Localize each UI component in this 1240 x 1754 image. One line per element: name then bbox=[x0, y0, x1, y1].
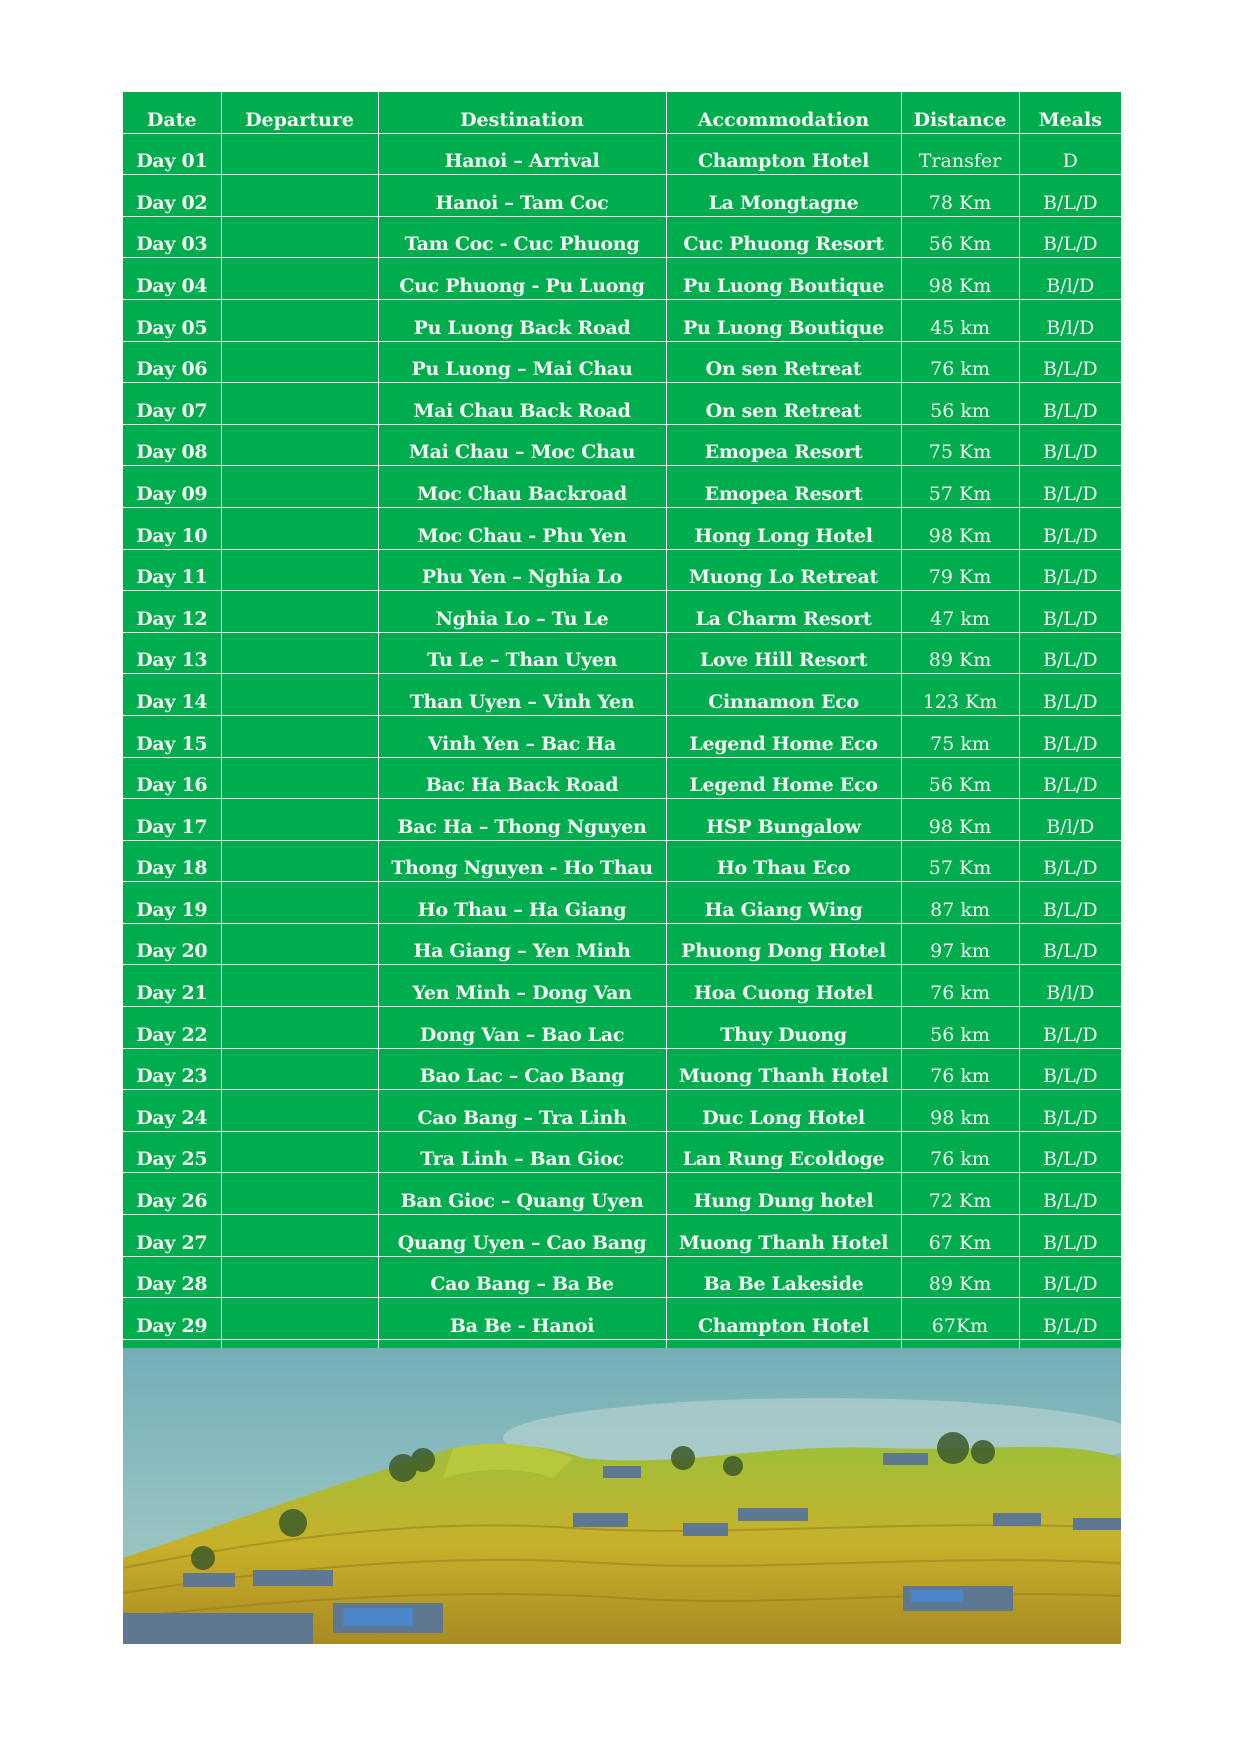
cell-date: Day 04 bbox=[123, 258, 221, 300]
cell-departure bbox=[221, 715, 378, 757]
header-destination: Destination bbox=[378, 92, 666, 133]
cell-departure bbox=[221, 507, 378, 549]
cell-date: Day 06 bbox=[123, 341, 221, 383]
table-row bbox=[123, 466, 1121, 508]
cell-meals: B/L/D bbox=[1019, 507, 1121, 549]
header-accommodation: Accommodation bbox=[666, 92, 901, 133]
table-row bbox=[123, 216, 1121, 258]
cell-destination: Moc Chau - Phu Yen bbox=[378, 507, 666, 549]
cell-meals: D bbox=[1019, 133, 1121, 175]
cell-destination: Mai Chau – Moc Chau bbox=[378, 424, 666, 466]
cell-departure bbox=[221, 1256, 378, 1298]
cell-destination: Ho Thau – Ha Giang bbox=[378, 882, 666, 924]
cell-accommodation: Duc Long Hotel bbox=[666, 1090, 901, 1132]
cell-departure bbox=[221, 549, 378, 591]
cell-departure bbox=[221, 965, 378, 1007]
cell-distance: 98 Km bbox=[901, 799, 1019, 841]
header-distance: Distance bbox=[901, 92, 1019, 133]
cell-distance: 76 km bbox=[901, 1131, 1019, 1173]
cell-accommodation: Pu Luong Boutique bbox=[666, 258, 901, 300]
cell-departure bbox=[221, 1007, 378, 1049]
cell-departure bbox=[221, 175, 378, 217]
table-row bbox=[123, 674, 1121, 716]
cell-destination: Tra Linh – Ban Gioc bbox=[378, 1131, 666, 1173]
cell-accommodation: Lan Rung Ecoldoge bbox=[666, 1131, 901, 1173]
cell-destination: Ban Gioc – Quang Uyen bbox=[378, 1173, 666, 1215]
cell-departure bbox=[221, 923, 378, 965]
cell-accommodation: Hoa Cuong Hotel bbox=[666, 965, 901, 1007]
cell-date: Day 20 bbox=[123, 923, 221, 965]
cell-distance: 57 Km bbox=[901, 466, 1019, 508]
cell-date: Day 02 bbox=[123, 175, 221, 217]
table-row bbox=[123, 799, 1121, 841]
table-row bbox=[123, 591, 1121, 633]
cell-date: Day 19 bbox=[123, 882, 221, 924]
cell-departure bbox=[221, 383, 378, 425]
cell-accommodation: Hung Dung hotel bbox=[666, 1173, 901, 1215]
cell-meals: B/L/D bbox=[1019, 591, 1121, 633]
cell-distance: 57 Km bbox=[901, 840, 1019, 882]
cell-distance: 76 km bbox=[901, 341, 1019, 383]
cell-distance: 72 Km bbox=[901, 1173, 1019, 1215]
cell-departure bbox=[221, 674, 378, 716]
cell-date: Day 14 bbox=[123, 674, 221, 716]
cell-meals: B/L/D bbox=[1019, 1256, 1121, 1298]
cell-accommodation: Thuy Duong bbox=[666, 1007, 901, 1049]
cell-distance: 47 km bbox=[901, 591, 1019, 633]
cell-destination: Bac Ha Back Road bbox=[378, 757, 666, 799]
cell-meals: B/L/D bbox=[1019, 466, 1121, 508]
cell-departure bbox=[221, 840, 378, 882]
cell-destination: Cao Bang – Tra Linh bbox=[378, 1090, 666, 1132]
cell-date: Day 09 bbox=[123, 466, 221, 508]
table-row bbox=[123, 1215, 1121, 1257]
cell-accommodation: Ho Thau Eco bbox=[666, 840, 901, 882]
cell-departure bbox=[221, 216, 378, 258]
cell-departure bbox=[221, 299, 378, 341]
cell-departure bbox=[221, 632, 378, 674]
cell-destination: Than Uyen – Vinh Yen bbox=[378, 674, 666, 716]
cell-distance: 45 km bbox=[901, 299, 1019, 341]
table-header-row bbox=[123, 92, 1121, 133]
table-row bbox=[123, 507, 1121, 549]
cell-departure bbox=[221, 799, 378, 841]
table-row bbox=[123, 1131, 1121, 1173]
terraced-fields-image bbox=[123, 1348, 1121, 1644]
table-row bbox=[123, 715, 1121, 757]
table-row bbox=[123, 1256, 1121, 1298]
cell-departure bbox=[221, 1215, 378, 1257]
cell-destination: Vinh Yen – Bac Ha bbox=[378, 715, 666, 757]
table-row bbox=[123, 632, 1121, 674]
cell-meals: B/L/D bbox=[1019, 383, 1121, 425]
cell-date: Day 29 bbox=[123, 1298, 221, 1340]
cell-distance: 89 Km bbox=[901, 1256, 1019, 1298]
cell-accommodation: HSP Bungalow bbox=[666, 799, 901, 841]
table-row bbox=[123, 383, 1121, 425]
cell-accommodation: Champton Hotel bbox=[666, 1298, 901, 1340]
cell-distance: 79 Km bbox=[901, 549, 1019, 591]
cell-distance: 67 Km bbox=[901, 1215, 1019, 1257]
cell-distance: 75 km bbox=[901, 715, 1019, 757]
cell-meals: B/L/D bbox=[1019, 175, 1121, 217]
cell-destination: Cuc Phuong - Pu Luong bbox=[378, 258, 666, 300]
cell-meals: B/l/D bbox=[1019, 258, 1121, 300]
cell-meals: B/l/D bbox=[1019, 965, 1121, 1007]
cell-destination: Bac Ha – Thong Nguyen bbox=[378, 799, 666, 841]
table-row bbox=[123, 840, 1121, 882]
cell-departure bbox=[221, 1048, 378, 1090]
cell-meals: B/L/D bbox=[1019, 840, 1121, 882]
cell-accommodation: Champton Hotel bbox=[666, 133, 901, 175]
cell-date: Day 18 bbox=[123, 840, 221, 882]
cell-meals: B/L/D bbox=[1019, 1131, 1121, 1173]
table-row bbox=[123, 882, 1121, 924]
cell-meals: B/L/D bbox=[1019, 1298, 1121, 1340]
cell-accommodation: Emopea Resort bbox=[666, 466, 901, 508]
cell-accommodation: Legend Home Eco bbox=[666, 757, 901, 799]
cell-destination: Moc Chau Backroad bbox=[378, 466, 666, 508]
header-meals: Meals bbox=[1019, 92, 1121, 133]
itinerary-table bbox=[123, 92, 1121, 1380]
table-row bbox=[123, 133, 1121, 175]
cell-meals: B/L/D bbox=[1019, 882, 1121, 924]
cell-meals: B/L/D bbox=[1019, 1007, 1121, 1049]
cell-distance: 76 km bbox=[901, 965, 1019, 1007]
cell-destination: Nghia Lo – Tu Le bbox=[378, 591, 666, 633]
cell-accommodation: Legend Home Eco bbox=[666, 715, 901, 757]
cell-distance: 56 Km bbox=[901, 216, 1019, 258]
cell-date: Day 27 bbox=[123, 1215, 221, 1257]
table-row bbox=[123, 424, 1121, 466]
cell-meals: B/L/D bbox=[1019, 424, 1121, 466]
cell-distance: 56 Km bbox=[901, 757, 1019, 799]
cell-date: Day 13 bbox=[123, 632, 221, 674]
cell-accommodation: Cinnamon Eco bbox=[666, 674, 901, 716]
cell-destination: Mai Chau Back Road bbox=[378, 383, 666, 425]
cell-accommodation: Hong Long Hotel bbox=[666, 507, 901, 549]
cell-meals: B/L/D bbox=[1019, 674, 1121, 716]
cell-destination: Ba Be - Hanoi bbox=[378, 1298, 666, 1340]
cell-distance: 87 km bbox=[901, 882, 1019, 924]
cell-distance: 78 Km bbox=[901, 175, 1019, 217]
itinerary-rows bbox=[123, 133, 1121, 1380]
cell-destination: Thong Nguyen - Ho Thau bbox=[378, 840, 666, 882]
cell-distance: 56 km bbox=[901, 1007, 1019, 1049]
cell-accommodation: On sen Retreat bbox=[666, 383, 901, 425]
table-row bbox=[123, 299, 1121, 341]
cell-departure bbox=[221, 133, 378, 175]
cell-distance: 123 Km bbox=[901, 674, 1019, 716]
cell-date: Day 15 bbox=[123, 715, 221, 757]
cell-date: Day 28 bbox=[123, 1256, 221, 1298]
cell-date: Day 12 bbox=[123, 591, 221, 633]
cell-accommodation: Love Hill Resort bbox=[666, 632, 901, 674]
cell-distance: 98 Km bbox=[901, 507, 1019, 549]
cell-date: Day 26 bbox=[123, 1173, 221, 1215]
cell-destination: Tam Coc - Cuc Phuong bbox=[378, 216, 666, 258]
cell-departure bbox=[221, 757, 378, 799]
cell-distance: 98 km bbox=[901, 1090, 1019, 1132]
cell-meals: B/L/D bbox=[1019, 1215, 1121, 1257]
cell-accommodation: Emopea Resort bbox=[666, 424, 901, 466]
cell-accommodation: Muong Thanh Hotel bbox=[666, 1215, 901, 1257]
table-row bbox=[123, 175, 1121, 217]
cell-distance: 75 Km bbox=[901, 424, 1019, 466]
cell-date: Day 24 bbox=[123, 1090, 221, 1132]
cell-accommodation: Muong Thanh Hotel bbox=[666, 1048, 901, 1090]
table-row bbox=[123, 341, 1121, 383]
cell-accommodation: Cuc Phuong Resort bbox=[666, 216, 901, 258]
cell-departure bbox=[221, 424, 378, 466]
cell-accommodation: Pu Luong Boutique bbox=[666, 299, 901, 341]
cell-date: Day 22 bbox=[123, 1007, 221, 1049]
cell-meals: B/l/D bbox=[1019, 299, 1121, 341]
table-row bbox=[123, 1298, 1121, 1340]
cell-date: Day 10 bbox=[123, 507, 221, 549]
cell-destination: Pu Luong Back Road bbox=[378, 299, 666, 341]
cell-departure bbox=[221, 1131, 378, 1173]
cell-meals: B/L/D bbox=[1019, 1048, 1121, 1090]
cell-meals: B/L/D bbox=[1019, 549, 1121, 591]
cell-accommodation: On sen Retreat bbox=[666, 341, 901, 383]
cell-departure bbox=[221, 1173, 378, 1215]
table-row bbox=[123, 1007, 1121, 1049]
cell-distance: 56 km bbox=[901, 383, 1019, 425]
table-row bbox=[123, 965, 1121, 1007]
cell-meals: B/L/D bbox=[1019, 341, 1121, 383]
table-row bbox=[123, 757, 1121, 799]
cell-date: Day 21 bbox=[123, 965, 221, 1007]
cell-date: Day 01 bbox=[123, 133, 221, 175]
table-row bbox=[123, 1173, 1121, 1215]
cell-date: Day 08 bbox=[123, 424, 221, 466]
cell-distance: 97 km bbox=[901, 923, 1019, 965]
cell-departure bbox=[221, 1090, 378, 1132]
cell-destination: Pu Luong – Mai Chau bbox=[378, 341, 666, 383]
cell-distance: 67Km bbox=[901, 1298, 1019, 1340]
cell-meals: B/L/D bbox=[1019, 757, 1121, 799]
cell-date: Day 23 bbox=[123, 1048, 221, 1090]
cell-destination: Cao Bang – Ba Be bbox=[378, 1256, 666, 1298]
cell-distance: 76 km bbox=[901, 1048, 1019, 1090]
cell-accommodation: La Charm Resort bbox=[666, 591, 901, 633]
cell-date: Day 16 bbox=[123, 757, 221, 799]
header-departure: Departure bbox=[221, 92, 378, 133]
cell-accommodation: Phuong Dong Hotel bbox=[666, 923, 901, 965]
cell-destination: Quang Uyen – Cao Bang bbox=[378, 1215, 666, 1257]
itinerary-page bbox=[123, 92, 1121, 1380]
table-row bbox=[123, 258, 1121, 300]
cell-date: Day 17 bbox=[123, 799, 221, 841]
cell-meals: B/l/D bbox=[1019, 799, 1121, 841]
header-date: Date bbox=[123, 92, 221, 133]
table-row bbox=[123, 1090, 1121, 1132]
cell-destination: Hanoi – Tam Coc bbox=[378, 175, 666, 217]
cell-departure bbox=[221, 341, 378, 383]
table-row bbox=[123, 549, 1121, 591]
cell-meals: B/L/D bbox=[1019, 1173, 1121, 1215]
cell-meals: B/L/D bbox=[1019, 1090, 1121, 1132]
cell-meals: B/L/D bbox=[1019, 216, 1121, 258]
table-row bbox=[123, 923, 1121, 965]
cell-destination: Dong Van – Bao Lac bbox=[378, 1007, 666, 1049]
table-row bbox=[123, 1048, 1121, 1090]
cell-distance: 98 Km bbox=[901, 258, 1019, 300]
cell-distance: Transfer bbox=[901, 133, 1019, 175]
cell-departure bbox=[221, 1298, 378, 1340]
cell-destination: Hanoi – Arrival bbox=[378, 133, 666, 175]
cell-meals: B/L/D bbox=[1019, 923, 1121, 965]
cell-meals: B/L/D bbox=[1019, 632, 1121, 674]
cell-date: Day 03 bbox=[123, 216, 221, 258]
cell-meals: B/L/D bbox=[1019, 715, 1121, 757]
cell-distance: 89 Km bbox=[901, 632, 1019, 674]
cell-departure bbox=[221, 882, 378, 924]
cell-departure bbox=[221, 591, 378, 633]
cell-date: Day 07 bbox=[123, 383, 221, 425]
cell-destination: Tu Le – Than Uyen bbox=[378, 632, 666, 674]
cell-destination: Yen Minh – Dong Van bbox=[378, 965, 666, 1007]
cell-departure bbox=[221, 258, 378, 300]
cell-accommodation: La Mongtagne bbox=[666, 175, 901, 217]
cell-date: Day 05 bbox=[123, 299, 221, 341]
cell-accommodation: Ba Be Lakeside bbox=[666, 1256, 901, 1298]
cell-date: Day 25 bbox=[123, 1131, 221, 1173]
landscape-photo bbox=[123, 1348, 1121, 1644]
cell-destination: Bao Lac – Cao Bang bbox=[378, 1048, 666, 1090]
cell-departure bbox=[221, 466, 378, 508]
cell-destination: Phu Yen – Nghia Lo bbox=[378, 549, 666, 591]
cell-accommodation: Muong Lo Retreat bbox=[666, 549, 901, 591]
cell-date: Day 11 bbox=[123, 549, 221, 591]
cell-accommodation: Ha Giang Wing bbox=[666, 882, 901, 924]
cell-destination: Ha Giang – Yen Minh bbox=[378, 923, 666, 965]
